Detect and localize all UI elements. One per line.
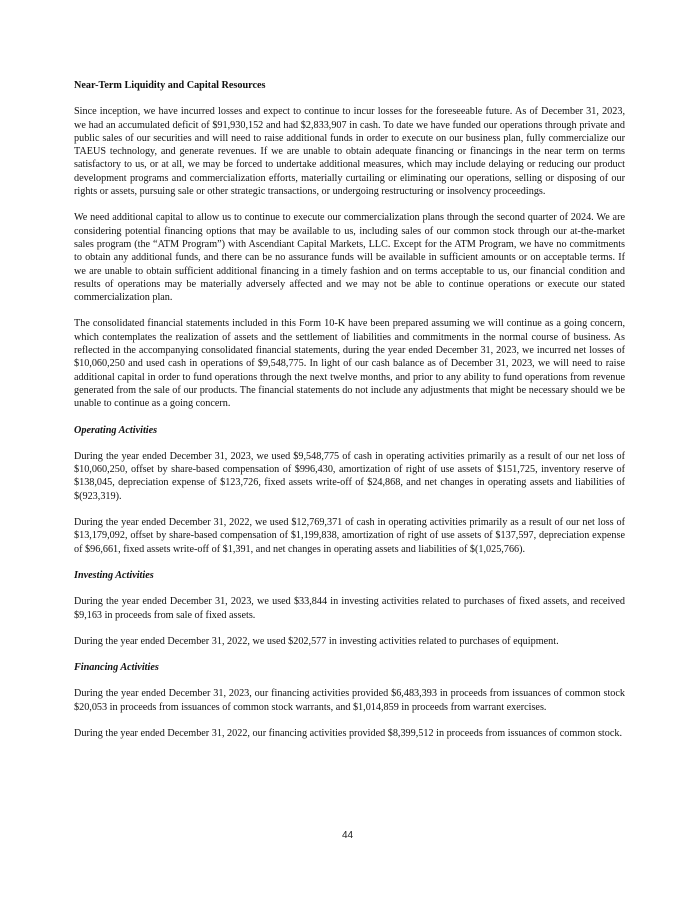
- section-heading-financing: Financing Activities: [74, 662, 159, 674]
- paragraph: During the year ended December 31, 2022, we used $202,577 in investing activities related to purchases of equipment.: [74, 635, 559, 647]
- paragraph: During the year ended December 31, 2022, we used $12,769,371 of cash in operating activities primarily as a result of our net loss of $13,179,092, offset by share-based compensation of $1,199,838, amortization of right of use assets of $137,597, depreciation expense of $96,661, fixed assets write-off of $1,391, and net changes in operating assets and liabilities of $(1,025,766).: [74, 517, 625, 555]
- page-number: 44: [341, 830, 354, 841]
- paragraph: During the year ended December 31, 2023, our financing activities provided $6,483,393 in proceeds from issuances of common stock $20,053 in proceeds from issuances of common stock warrants, and $1,014,859 in proceeds from warrant exercises.: [74, 688, 625, 713]
- paragraph: During the year ended December 31, 2023, we used $9,548,775 of cash in operating activities primarily as a result of our net loss of $10,060,250, offset by share-based compensation of $996,430, amortization of right of use assets of $151,725, inventory reserve of $138,045, depreciation expense of $123,726, fixed assets write-off of $24,868, and net changes in operating assets and liabilities of $(923,319).: [74, 450, 625, 502]
- paragraph: During the year ended December 31, 2023, we used $33,844 in investing activities related to purchases of fixed assets, and received $9,163 in proceeds from sale of fixed assets.: [74, 596, 625, 621]
- paragraph: We need additional capital to allow us to continue to execute our commercialization plans through the second quarter of 2024. We are considering potential financing options that may be available to us, including sales of our common stock through our at-the-market sales program (the “ATM Program”) with Ascendiant Capital Markets, LLC. Except for the ATM Program, we have no commitments to obtain any additional funds, and there can be no assurance funds will be available in sufficient amounts or on acceptable terms. If we are unable to obtain sufficient additional financing in a timely fashion and on terms acceptable to us, our financial condition and results of operations may be materially adversely affected and we may not be able to continue operations or execute our stated commercialization plan.: [74, 212, 625, 304]
- section-heading-liquidity: Near-Term Liquidity and Capital Resources: [74, 80, 266, 91]
- section-heading-investing: Investing Activities: [74, 569, 154, 581]
- paragraph: During the year ended December 31, 2022, our financing activities provided $8,399,512 in proceeds from issuances of common stock.: [74, 727, 622, 739]
- document-page: [74, 79, 625, 753]
- paragraph: The consolidated financial statements included in this Form 10-K have been prepared assuming we will continue as a going concern, which contemplates the realization of assets and the settlement of liabilities and commitments in the normal course of business. As reflected in the accompanying consolidated financial statements, during the year ended December 31, 2023, we incurred net losses of $10,060,250 and used cash in operations of $9,548,775. In light of our cash balance as of December 31, 2023, we will need to raise additional capital in order to fund operations through the next twelve months, and prior to any ability to fund operations from revenue generated from the sale of our products. The financial statements do not include any adjustments that might be necessary should we be unable to continue as a going concern.: [74, 318, 625, 410]
- paragraph: Since inception, we have incurred losses and expect to continue to incur losses for the foreseeable future. As of December 31, 2023, we had an accumulated deficit of $91,930,152 and had $2,833,907 in cash. To date we have funded our operations through private and public sales of our securities and will need to raise additional funds in order to execute on our business plan, fully commercialize our TAEUS technology, and generate revenues. If we are unable to obtain adequate financing or financings in the near term on terms satisfactory to us, or at all, we may be forced to undertake additional measures, which may include delaying or reducing our product development programs and commercialization efforts, materially curtailing or eliminating our operations, selling or disposing of our rights or assets, pursuing sale or other strategic transactions, or undergoing restructuring or insolvency proceedings.: [74, 106, 625, 198]
- section-heading-operating: Operating Activities: [74, 424, 158, 436]
